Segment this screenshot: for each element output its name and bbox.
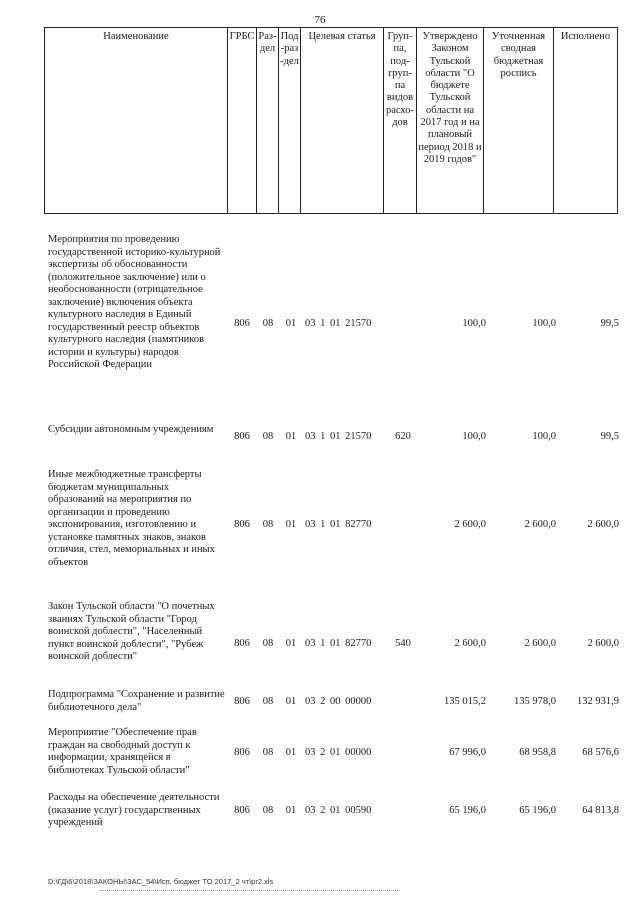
row-group: 620 (395, 431, 411, 442)
header-podrazdel: Под-раз-дел (279, 28, 301, 214)
row-specified: 100,0 (532, 431, 556, 442)
header-razdel: Раз-дел (257, 28, 279, 214)
row-executed: 2 600,0 (587, 519, 619, 530)
file-path-footer: D:\ГД\6\2018\ЗАКОНЫ\ЗАС_54\Исп. бюджет ТО 2017_2 чт\pr2.xls (48, 877, 274, 886)
footer-divider (100, 890, 400, 891)
header-grbs: ГРБС (228, 28, 257, 214)
row-grbs: 806 (234, 318, 250, 329)
row-approved: 2 600,0 (454, 638, 486, 649)
row-name: Закон Тульской области "О почетных званиях Тульской области "Город воинской доблести", "Населенный пункт воинской доблести", "Рубеж воинской доблести" (48, 601, 215, 662)
row-podrazdel: 01 (285, 805, 297, 816)
row-grbs: 806 (234, 519, 250, 530)
row-executed: 64 813,8 (582, 805, 619, 816)
row-specified: 135 978,0 (514, 696, 556, 707)
row-approved: 100,0 (462, 318, 486, 329)
row-grbs: 806 (234, 805, 250, 816)
header-name: Наименование (45, 28, 228, 214)
row-executed: 132 931,9 (577, 696, 619, 707)
row-podrazdel: 01 (285, 519, 297, 530)
row-razdel: 08 (262, 805, 274, 816)
header-target: Целевая статья (301, 28, 384, 214)
page-number: 76 (314, 14, 326, 26)
row-grbs: 806 (234, 696, 250, 707)
row-specified: 2 600,0 (524, 519, 556, 530)
row-target: 03 2 01 00590 (305, 805, 372, 816)
row-razdel: 08 (262, 519, 274, 530)
row-razdel: 08 (262, 318, 274, 329)
row-podrazdel: 01 (285, 318, 297, 329)
header-executed: Исполнено (554, 28, 618, 214)
row-razdel: 08 (262, 431, 274, 442)
row-podrazdel: 01 (285, 431, 297, 442)
row-grbs: 806 (234, 747, 250, 758)
row-name: Подпрограмма "Сохранение и развитие библиотечного дела" (48, 689, 225, 713)
row-approved: 65 196,0 (449, 805, 486, 816)
table-header (44, 27, 618, 214)
row-name: Мероприятия по проведению государственной историко-культурной экспертизы об обоснованности (положительное заключение) или о необоснованности (отрицательное заключение) включения объекта культурного наследия в Единый государственный реестр объектов культурного наследия (памятников истории и культуры) народов Российской Федерации (48, 234, 221, 370)
row-approved: 2 600,0 (454, 519, 486, 530)
row-name: Субсидии автономным учреждениям (48, 424, 214, 435)
row-target: 03 1 01 21570 (305, 431, 372, 442)
row-target: 03 1 01 82770 (305, 519, 372, 530)
row-executed: 99,5 (600, 318, 619, 329)
row-name: Иные межбюджетные трансферты бюджетам муниципальных образований на мероприятия по организации и проведению экспонирования, изготовлению и установке памятных знаков, знаков отличия, стел, мемориальных и иных объектов (48, 469, 215, 568)
row-target: 03 2 01 00000 (305, 747, 372, 758)
header-specified: Уточненная сводная бюджетная роспись (484, 28, 554, 214)
row-specified: 68 958,8 (519, 747, 556, 758)
row-specified: 2 600,0 (524, 638, 556, 649)
row-executed: 99,5 (600, 431, 619, 442)
header-approved: Утверждено Законом Тульской области "О бюджете Тульской области на 2017 год и на плановый период 2018 и 2019 годов" (417, 28, 484, 214)
row-executed: 68 576,6 (582, 747, 619, 758)
row-name: Расходы на обеспечение деятельности (оказание услуг) государственных учреждений (48, 792, 220, 828)
row-approved: 67 996,0 (449, 747, 486, 758)
row-target: 03 1 01 82770 (305, 638, 372, 649)
row-specified: 65 196,0 (519, 805, 556, 816)
row-razdel: 08 (262, 747, 274, 758)
header-group: Груп-па, под-груп-па видов расхо-дов (384, 28, 417, 214)
row-podrazdel: 01 (285, 638, 297, 649)
row-approved: 135 015,2 (444, 696, 486, 707)
row-razdel: 08 (262, 638, 274, 649)
row-executed: 2 600,0 (587, 638, 619, 649)
row-target: 03 2 00 00000 (305, 696, 372, 707)
row-specified: 100,0 (532, 318, 556, 329)
row-podrazdel: 01 (285, 696, 297, 707)
row-name: Мероприятие "Обеспечение прав граждан на свободный доступ к информации, хранящейся в библиотеках Тульской области" (48, 727, 197, 776)
row-target: 03 1 01 21570 (305, 318, 372, 329)
row-grbs: 806 (234, 638, 250, 649)
row-podrazdel: 01 (285, 747, 297, 758)
row-grbs: 806 (234, 431, 250, 442)
row-razdel: 08 (262, 696, 274, 707)
row-approved: 100,0 (462, 431, 486, 442)
row-group: 540 (395, 638, 411, 649)
